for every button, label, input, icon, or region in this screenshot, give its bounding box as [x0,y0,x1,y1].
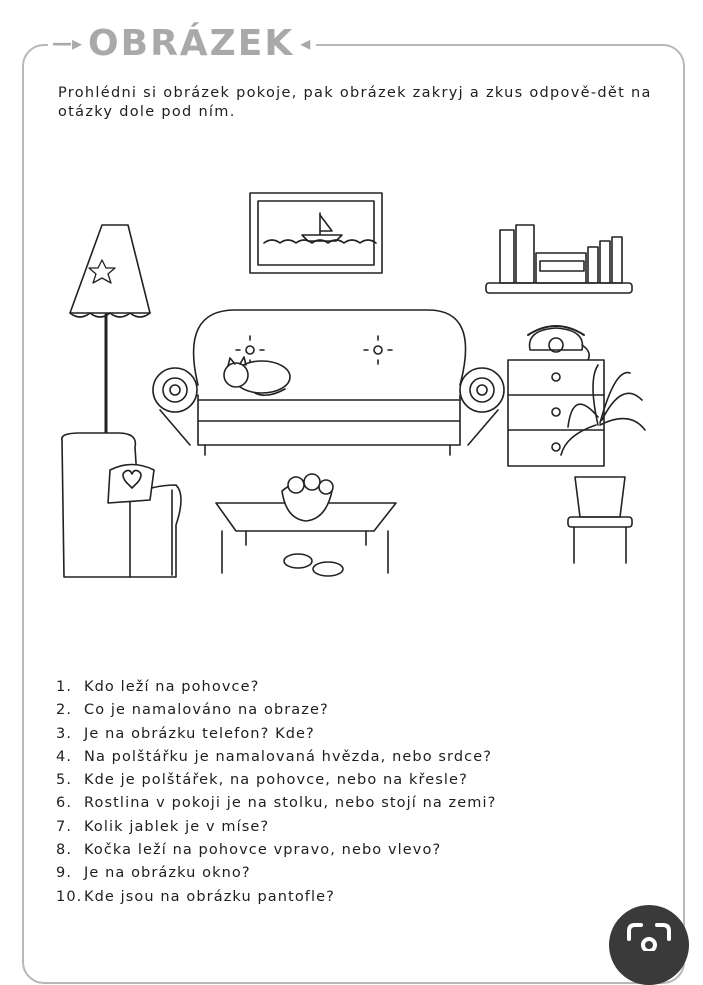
framed-picture-icon [250,193,382,273]
title-left-arrow-icon: —▸ [52,31,83,55]
question-item: 1. Kdo leží na pohovce? [56,679,260,695]
chest-of-drawers-icon [508,360,604,466]
page-title: OBRÁZEK [88,22,295,64]
question-item: 2. Co je namalováno na obraze? [56,702,329,719]
question-item: 9. Je na obrázku okno? [56,865,251,882]
slippers-icon [284,554,343,576]
question-item: 6. Rostlina v pokoji je na stolku, nebo stojí na zemi? [56,795,497,812]
question-item: 10. Kde jsou na obrázku pantofle? [56,888,335,905]
telephone-icon [528,326,589,363]
question-item: 3. Je na obrázku telefon? Kde? [56,725,315,742]
living-room-illustration [50,185,650,595]
title-bar [48,20,316,66]
floor-lamp-icon [70,225,150,435]
question-item: 8. Kočka leží na pohovce vpravo, nebo vlevo? [56,842,442,859]
question-item: 7. Kolik jablek je v míse? [56,818,270,835]
google-lens-button[interactable] [609,905,689,985]
question-item: 5. Kde je polštářek, na pohovce, nebo na křesle? [56,772,468,789]
sofa-icon [153,310,504,455]
questions-list [56,676,496,909]
question-item: 4. Na polštářku je namalovaná hvězda, nebo srdce? [56,748,493,765]
armchair-icon [62,433,181,577]
google-lens-icon [625,921,673,951]
title-right-arrow-icon: ◂ [300,31,311,55]
instructions: Prohlédni si obrázek pokoje, pak obrázek zakryj a zkus odpově-dět na otázky dole pod ním. [58,85,652,120]
bookshelf-icon [486,225,632,293]
